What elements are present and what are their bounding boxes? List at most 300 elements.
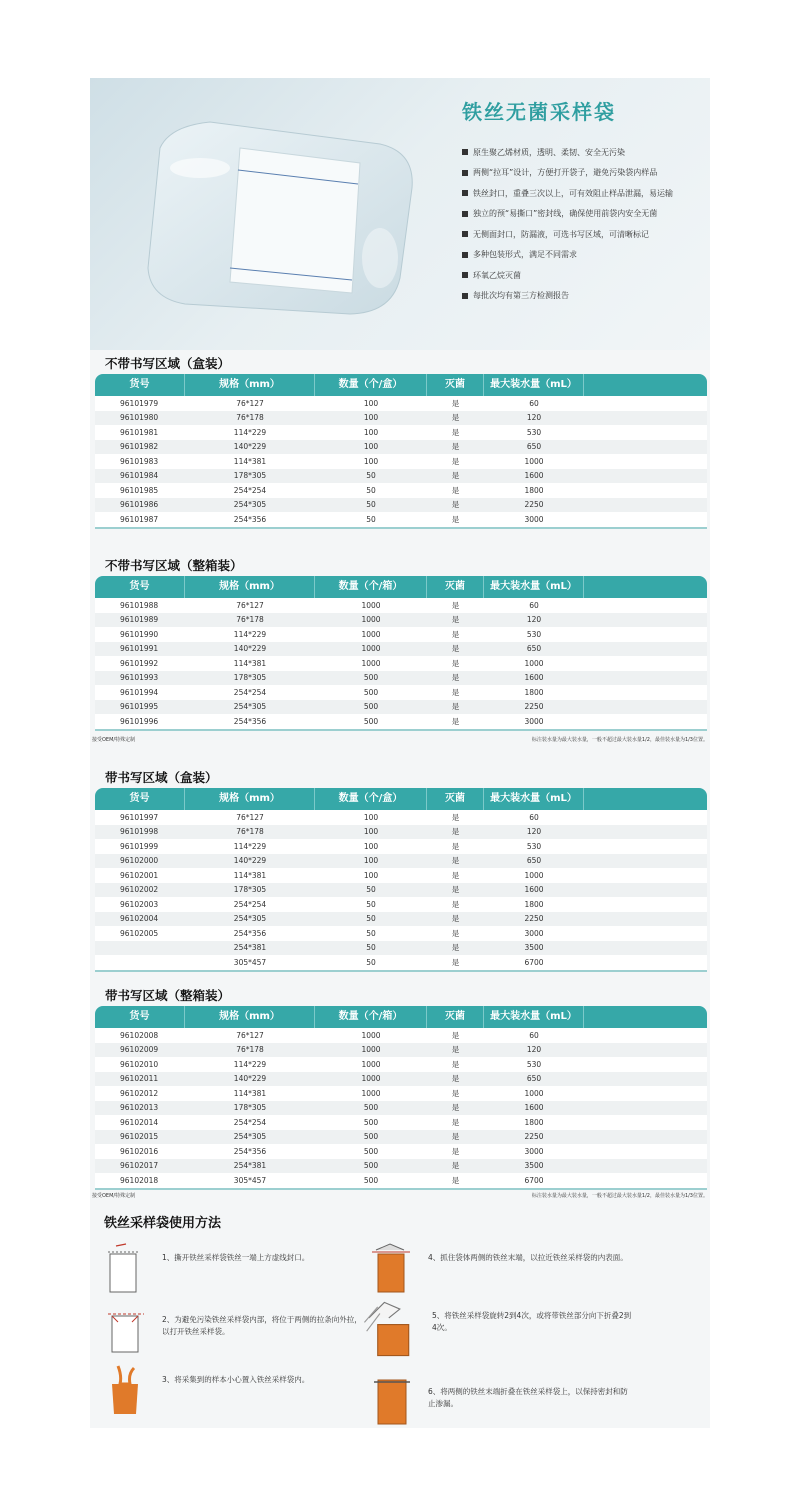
table-cell: 254*381	[233, 943, 267, 953]
table-cell: 305*457	[233, 957, 267, 967]
table-cell: 1000	[361, 615, 381, 625]
table-row	[95, 396, 707, 411]
table-cell: 178*305	[233, 1103, 267, 1113]
table-cell: 114*381	[233, 456, 267, 466]
table-cell: 1000	[361, 644, 381, 654]
table-cell: 76*178	[236, 1045, 264, 1055]
table-cell: 254*305	[233, 702, 267, 712]
table-bottom-rule	[95, 1188, 707, 1190]
product-hero	[90, 78, 710, 350]
step-tear-open-icon	[104, 1240, 156, 1296]
table-cell: 650	[526, 442, 542, 452]
table-row	[95, 1057, 707, 1072]
table-cell: 76*178	[236, 827, 264, 837]
spec-table-section	[95, 556, 707, 731]
table-cell: 530	[526, 427, 542, 437]
table-row	[95, 656, 707, 671]
header-spacer	[584, 788, 707, 810]
table-cell: 96101992	[120, 658, 159, 668]
column-header: 货号	[95, 1006, 185, 1028]
table-cell: 2250	[524, 914, 544, 924]
table-row	[95, 1072, 707, 1087]
step-pull-tabs-icon	[104, 1302, 156, 1358]
table-row	[95, 685, 707, 700]
table-row	[95, 941, 707, 956]
table-cell: 2250	[524, 1132, 544, 1142]
table-cell: 254*305	[233, 500, 267, 510]
table-row	[95, 883, 707, 898]
table-cell: 是	[451, 1030, 460, 1040]
table-cell: 178*305	[233, 885, 267, 895]
table-cell: 1000	[524, 1088, 544, 1098]
table-cell: 120	[526, 413, 542, 423]
usage-step-text: 4、抓住袋体两侧的铁丝末端，以拉近铁丝采样袋的内表面。	[428, 1253, 628, 1262]
table-cell: 650	[526, 856, 542, 866]
table-cell: 是	[451, 702, 460, 712]
table-row	[95, 627, 707, 642]
table-cell: 1000	[361, 658, 381, 668]
usage-step-text: 6、将两侧的铁丝末端折叠在铁丝采样袋上，以保持密封和防止渗漏。	[428, 1387, 628, 1408]
column-header: 数量（个/箱）	[315, 1006, 427, 1028]
table-cell: 是	[451, 442, 460, 452]
table-cell: 50	[366, 485, 376, 495]
usage-title: 铁丝采样袋使用方法	[104, 1216, 222, 1231]
feature-item: 原生聚乙烯材质，透明、柔韧、安全无污染	[462, 142, 673, 163]
bullet-square-icon	[462, 211, 468, 217]
table-cell: 60	[529, 1030, 539, 1040]
table-cell: 140*229	[233, 644, 267, 654]
column-header: 货号	[95, 576, 185, 598]
table-cell: 1600	[524, 471, 544, 481]
feature-item: 两侧“拉耳”设计，方便打开袋子，避免污染袋内样品	[462, 163, 673, 184]
table-cell: 500	[363, 673, 379, 683]
table-cell: 500	[363, 687, 379, 697]
table-cell: 114*381	[233, 658, 267, 668]
table-cell: 76*127	[236, 812, 264, 822]
capacity-note: 标注装水量为最大装水量，一般不超过最大装水量1/2，最佳装水量为1/3位置。	[531, 737, 708, 743]
table-cell: 530	[526, 841, 542, 851]
table-cell: 140*229	[233, 856, 267, 866]
table-cell: 254*254	[233, 899, 267, 909]
table-cell: 1000	[361, 1059, 381, 1069]
table-cell: 96101996	[120, 716, 159, 726]
table-cell: 2250	[524, 702, 544, 712]
table-cell: 100	[363, 413, 379, 423]
table-cell: 1000	[361, 629, 381, 639]
spec-table-section	[95, 354, 707, 529]
column-header: 灭菌	[427, 374, 484, 396]
bullet-square-icon	[462, 190, 468, 196]
table-cell: 1000	[361, 1030, 381, 1040]
table-cell: 3500	[524, 1161, 544, 1171]
table-bottom-rule	[95, 729, 707, 731]
table-row	[95, 469, 707, 484]
table-header	[95, 374, 707, 396]
bullet-square-icon	[462, 272, 468, 278]
table-row	[95, 1173, 707, 1188]
header-spacer	[584, 374, 707, 396]
table-cell: 76*127	[236, 398, 264, 408]
spec-table-section	[95, 986, 707, 1190]
table-cell: 50	[366, 943, 376, 953]
usage-step-text: 2、为避免污染铁丝采样袋内部，将位于两侧的拉条向外拉，以打开铁丝采样袋。	[162, 1315, 362, 1336]
table-cell: 254*254	[233, 485, 267, 495]
table-row	[95, 598, 707, 613]
usage-step	[370, 1240, 670, 1300]
usage-step	[370, 1374, 670, 1434]
table-cell: 1000	[524, 456, 544, 466]
table-row	[95, 613, 707, 628]
table-row	[95, 440, 707, 455]
table-cell: 50	[366, 514, 376, 524]
table-cell: 60	[529, 600, 539, 610]
table-cell: 96101999	[120, 841, 159, 851]
table-cell: 96101982	[120, 442, 159, 452]
column-header: 规格（mm）	[185, 576, 315, 598]
table-title: 不带书写区域（盒装）	[105, 356, 231, 371]
oem-note: 接受OEM/特殊定制	[92, 737, 136, 743]
table-cell: 50	[366, 928, 376, 938]
table-cell: 114*229	[233, 1059, 267, 1069]
table-cell: 是	[451, 841, 460, 851]
table-cell: 96101994	[120, 687, 159, 697]
table-cell: 100	[363, 812, 379, 822]
table-cell: 是	[451, 885, 460, 895]
column-header: 最大装水量（mL）	[484, 1006, 584, 1028]
table-bottom-rule	[95, 527, 707, 529]
table-row	[95, 1115, 707, 1130]
table-cell: 6700	[524, 1175, 544, 1185]
table-row	[95, 912, 707, 927]
step-twist-fold-icon	[360, 1298, 422, 1360]
table-cell: 60	[529, 398, 539, 408]
step-seal-wire-icon	[370, 1374, 422, 1430]
table-cell: 96102000	[120, 856, 159, 866]
table-row	[95, 1086, 707, 1101]
usage-step-text: 3、将采集到的样本小心置入铁丝采样袋内。	[162, 1375, 310, 1384]
table-cell: 96101980	[120, 413, 159, 423]
table-cell: 是	[451, 870, 460, 880]
table-cell: 530	[526, 1059, 542, 1069]
table-row	[95, 825, 707, 840]
table-cell: 96102010	[120, 1059, 159, 1069]
table-cell: 114*229	[233, 841, 267, 851]
table-cell: 是	[451, 1175, 460, 1185]
table-cell: 是	[451, 644, 460, 654]
feature-item: 铁丝封口，重叠三次以上，可有效阻止样品泄漏，易运输	[462, 183, 673, 204]
table-cell: 178*305	[233, 471, 267, 481]
table-cell: 是	[451, 1103, 460, 1113]
table-cell: 6700	[524, 957, 544, 967]
table-cell: 是	[451, 1074, 460, 1084]
table-cell: 96101986	[120, 500, 159, 510]
table-cell: 120	[526, 827, 542, 837]
table-cell: 254*254	[233, 687, 267, 697]
table-cell: 96102001	[120, 870, 159, 880]
table-cell: 114*229	[233, 629, 267, 639]
table-row	[95, 854, 707, 869]
table-cell: 1600	[524, 1103, 544, 1113]
table-row	[95, 1043, 707, 1058]
table-cell: 1600	[524, 885, 544, 895]
table-cell: 是	[451, 943, 460, 953]
table-cell: 254*381	[233, 1161, 267, 1171]
table-cell: 50	[366, 471, 376, 481]
table-cell: 1800	[524, 899, 544, 909]
table-cell: 50	[366, 957, 376, 967]
table-cell: 96102004	[120, 914, 159, 924]
table-cell: 96102016	[120, 1146, 159, 1156]
table-cell: 500	[363, 1146, 379, 1156]
table-body	[95, 1028, 707, 1188]
table-cell: 530	[526, 629, 542, 639]
table-cell: 76*127	[236, 1030, 264, 1040]
bullet-square-icon	[462, 293, 468, 299]
table-cell: 是	[451, 398, 460, 408]
header-spacer	[584, 576, 707, 598]
table-cell: 1000	[361, 1045, 381, 1055]
table-cell: 100	[363, 456, 379, 466]
table-cell: 96101981	[120, 427, 159, 437]
table-cell: 是	[451, 812, 460, 822]
table-cell: 254*254	[233, 1117, 267, 1127]
column-header: 灭菌	[427, 788, 484, 810]
table-row	[95, 868, 707, 883]
table-row	[95, 512, 707, 527]
table-cell: 500	[363, 702, 379, 712]
table-row	[95, 498, 707, 513]
feature-item: 每批次均有第三方检测报告	[462, 286, 673, 307]
table-cell: 96102014	[120, 1117, 159, 1127]
table-cell: 是	[451, 615, 460, 625]
table-row	[95, 425, 707, 440]
table-cell: 是	[451, 673, 460, 683]
table-cell: 76*127	[236, 600, 264, 610]
table-cell: 254*356	[233, 1146, 267, 1156]
table-cell: 76*178	[236, 615, 264, 625]
table-cell: 96101995	[120, 702, 159, 712]
table-row	[95, 810, 707, 825]
table-cell: 96101993	[120, 673, 159, 683]
table-cell: 96102003	[120, 899, 159, 909]
table-cell: 1800	[524, 485, 544, 495]
table-body	[95, 396, 707, 527]
feature-item: 无侧面封口，防漏液，可选书写区域，可清晰标记	[462, 224, 673, 245]
column-header: 最大装水量（mL）	[484, 374, 584, 396]
step-grip-wire-icon	[370, 1240, 422, 1296]
table-cell: 1800	[524, 687, 544, 697]
column-header: 货号	[95, 374, 185, 396]
table-cell: 是	[451, 1146, 460, 1156]
table-cell: 114*381	[233, 870, 267, 880]
feature-list	[462, 142, 673, 306]
header-spacer	[584, 1006, 707, 1028]
table-cell: 是	[451, 629, 460, 639]
table-cell: 140*229	[233, 442, 267, 452]
table-cell: 96101988	[120, 600, 159, 610]
column-header: 规格（mm）	[185, 374, 315, 396]
column-header: 数量（个/盒）	[315, 788, 427, 810]
table-cell: 254*305	[233, 1132, 267, 1142]
table-cell: 96102015	[120, 1132, 159, 1142]
table-cell: 96102005	[120, 928, 159, 938]
table-cell: 是	[451, 716, 460, 726]
table-cell: 500	[363, 1175, 379, 1185]
table-cell: 是	[451, 899, 460, 909]
table-cell: 100	[363, 427, 379, 437]
table-cell: 96102011	[120, 1074, 159, 1084]
table-cell: 50	[366, 885, 376, 895]
table-cell: 是	[451, 914, 460, 924]
spec-table-section	[95, 768, 707, 972]
table-row	[95, 1028, 707, 1043]
table-cell: 是	[451, 1059, 460, 1069]
table-cell: 96101979	[120, 398, 159, 408]
column-header: 灭菌	[427, 1006, 484, 1028]
column-header: 最大装水量（mL）	[484, 576, 584, 598]
table-cell: 96102017	[120, 1161, 159, 1171]
table-cell: 2250	[524, 500, 544, 510]
table-cell: 120	[526, 1045, 542, 1055]
table-cell: 96101990	[120, 629, 159, 639]
table-cell: 1000	[361, 1074, 381, 1084]
table-cell: 是	[451, 471, 460, 481]
table-cell: 3000	[524, 514, 544, 524]
table-cell: 96101984	[120, 471, 159, 481]
table-cell: 178*305	[233, 673, 267, 683]
table-cell: 是	[451, 600, 460, 610]
table-cell: 是	[451, 514, 460, 524]
table-row	[95, 1159, 707, 1174]
column-header: 规格（mm）	[185, 1006, 315, 1028]
table-cell: 100	[363, 870, 379, 880]
table-cell: 96101987	[120, 514, 159, 524]
bullet-square-icon	[462, 170, 468, 176]
table-cell: 254*356	[233, 928, 267, 938]
table-cell: 100	[363, 827, 379, 837]
table-cell: 1000	[361, 1088, 381, 1098]
table-cell: 是	[451, 827, 460, 837]
table-cell: 是	[451, 1088, 460, 1098]
table-cell: 500	[363, 1117, 379, 1127]
table-cell: 254*356	[233, 514, 267, 524]
table-cell: 500	[363, 1103, 379, 1113]
table-row	[95, 714, 707, 729]
table-cell: 3000	[524, 716, 544, 726]
table-cell: 是	[451, 1117, 460, 1127]
table-cell: 96102012	[120, 1088, 159, 1098]
table-cell: 100	[363, 841, 379, 851]
feature-item: 环氧乙烷灭菌	[462, 265, 673, 286]
product-title: 铁丝无菌采样袋	[462, 100, 616, 124]
table-row	[95, 1144, 707, 1159]
table-cell: 50	[366, 500, 376, 510]
table-cell: 96101985	[120, 485, 159, 495]
table-header	[95, 788, 707, 810]
usage-step	[104, 1240, 404, 1300]
table-cell: 96102002	[120, 885, 159, 895]
usage-step	[104, 1362, 404, 1422]
table-header	[95, 1006, 707, 1028]
table-row	[95, 700, 707, 715]
table-cell: 114*229	[233, 427, 267, 437]
oem-note: 接受OEM/特殊定制	[92, 1193, 136, 1199]
table-cell: 96101983	[120, 456, 159, 466]
table-cell: 是	[451, 928, 460, 938]
usage-step-text: 1、撕开铁丝采样袋铁丝一端上方虚线封口。	[162, 1253, 310, 1262]
table-cell: 1000	[524, 658, 544, 668]
table-cell: 是	[451, 1161, 460, 1171]
table-cell: 500	[363, 1161, 379, 1171]
table-cell: 是	[451, 1132, 460, 1142]
table-cell: 96102009	[120, 1045, 159, 1055]
table-cell: 500	[363, 1132, 379, 1142]
table-cell: 120	[526, 615, 542, 625]
table-body	[95, 598, 707, 729]
table-cell: 是	[451, 485, 460, 495]
table-title: 带书写区域（整箱装）	[105, 988, 231, 1003]
table-bottom-rule	[95, 970, 707, 972]
table-cell: 500	[363, 716, 379, 726]
table-cell: 3000	[524, 928, 544, 938]
table-body	[95, 810, 707, 970]
table-row	[95, 642, 707, 657]
table-cell: 100	[363, 856, 379, 866]
table-cell: 是	[451, 427, 460, 437]
table-cell: 114*381	[233, 1088, 267, 1098]
table-cell: 100	[363, 442, 379, 452]
table-cell: 96102013	[120, 1103, 159, 1113]
table-cell: 96102008	[120, 1030, 159, 1040]
table-cell: 1600	[524, 673, 544, 683]
table-cell: 305*457	[233, 1175, 267, 1185]
sampling-bag-image	[130, 108, 430, 328]
table-row	[95, 926, 707, 941]
table-row	[95, 1101, 707, 1116]
table-cell: 是	[451, 856, 460, 866]
table-row	[95, 411, 707, 426]
column-header: 最大装水量（mL）	[484, 788, 584, 810]
table-title: 带书写区域（盒装）	[105, 770, 218, 785]
table-cell: 96102018	[120, 1175, 159, 1185]
step-fill-sample-icon	[104, 1362, 156, 1418]
usage-step-text: 5、将铁丝采样袋旋转2到4次，或将带铁丝部分向下折叠2到4次。	[432, 1311, 632, 1332]
table-cell: 96101998	[120, 827, 159, 837]
column-header: 规格（mm）	[185, 788, 315, 810]
table-cell: 60	[529, 812, 539, 822]
table-cell: 1800	[524, 1117, 544, 1127]
table-cell: 3000	[524, 1146, 544, 1156]
bullet-square-icon	[462, 231, 468, 237]
table-cell: 1000	[524, 870, 544, 880]
bullet-square-icon	[462, 252, 468, 258]
column-header: 灭菌	[427, 576, 484, 598]
table-cell: 是	[451, 687, 460, 697]
column-header: 数量（个/盒）	[315, 374, 427, 396]
table-cell: 100	[363, 398, 379, 408]
usage-step	[104, 1302, 404, 1362]
table-row	[95, 897, 707, 912]
table-cell: 140*229	[233, 1074, 267, 1084]
table-cell: 是	[451, 500, 460, 510]
table-cell: 是	[451, 413, 460, 423]
table-cell: 96101991	[120, 644, 159, 654]
table-cell: 650	[526, 644, 542, 654]
table-cell: 96101989	[120, 615, 159, 625]
table-cell: 96101997	[120, 812, 159, 822]
feature-item: 独立的预“易撕口”密封线，确保使用前袋内安全无菌	[462, 204, 673, 225]
table-cell: 50	[366, 899, 376, 909]
